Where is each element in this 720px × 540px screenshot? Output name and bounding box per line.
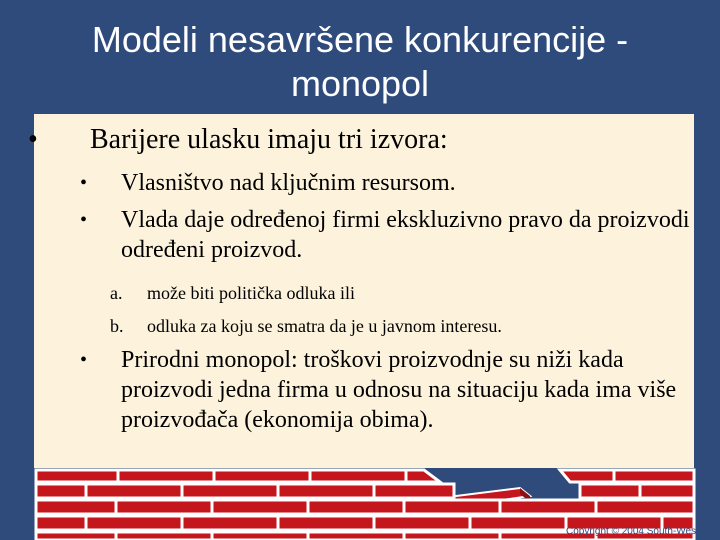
- slide-title: [40, 18, 680, 106]
- copyright-notice: Copyright © 2004 South-Western: [566, 526, 714, 537]
- title-line-2: monopol: [290, 63, 430, 104]
- item-label: a.: [110, 283, 123, 303]
- bullet-marker: •: [28, 124, 38, 155]
- main-bullet-text: Barijere ulasku imaju tri izvora:: [90, 124, 448, 155]
- bullet-marker: •: [80, 172, 88, 194]
- item-label: b.: [110, 316, 124, 336]
- brick-wall-icon: [0, 440, 720, 540]
- bullet-marker: •: [80, 209, 88, 231]
- item-text: odluka za koju se smatra da je u javnom interesu.: [147, 316, 502, 336]
- item-text: može biti politička odluka ili: [147, 283, 355, 303]
- sub-bullet-text: Vlada daje određenoj firmi ekskluzivno pravo da proizvodi određeni proizvod.: [121, 207, 690, 263]
- sub-bullet-text: Vlasništvo nad ključnim resursom.: [121, 170, 456, 196]
- title-line-1: Modeli nesavršene konkurencije -: [91, 19, 629, 60]
- bullet-marker: •: [80, 349, 88, 371]
- sub-bullet-text: Prirodni monopol: troškovi proizvodnje su niži kada proizvodi jedna firma u odnosu na situaciju kada ima više proizvođača (ekonomija obima).: [121, 347, 677, 433]
